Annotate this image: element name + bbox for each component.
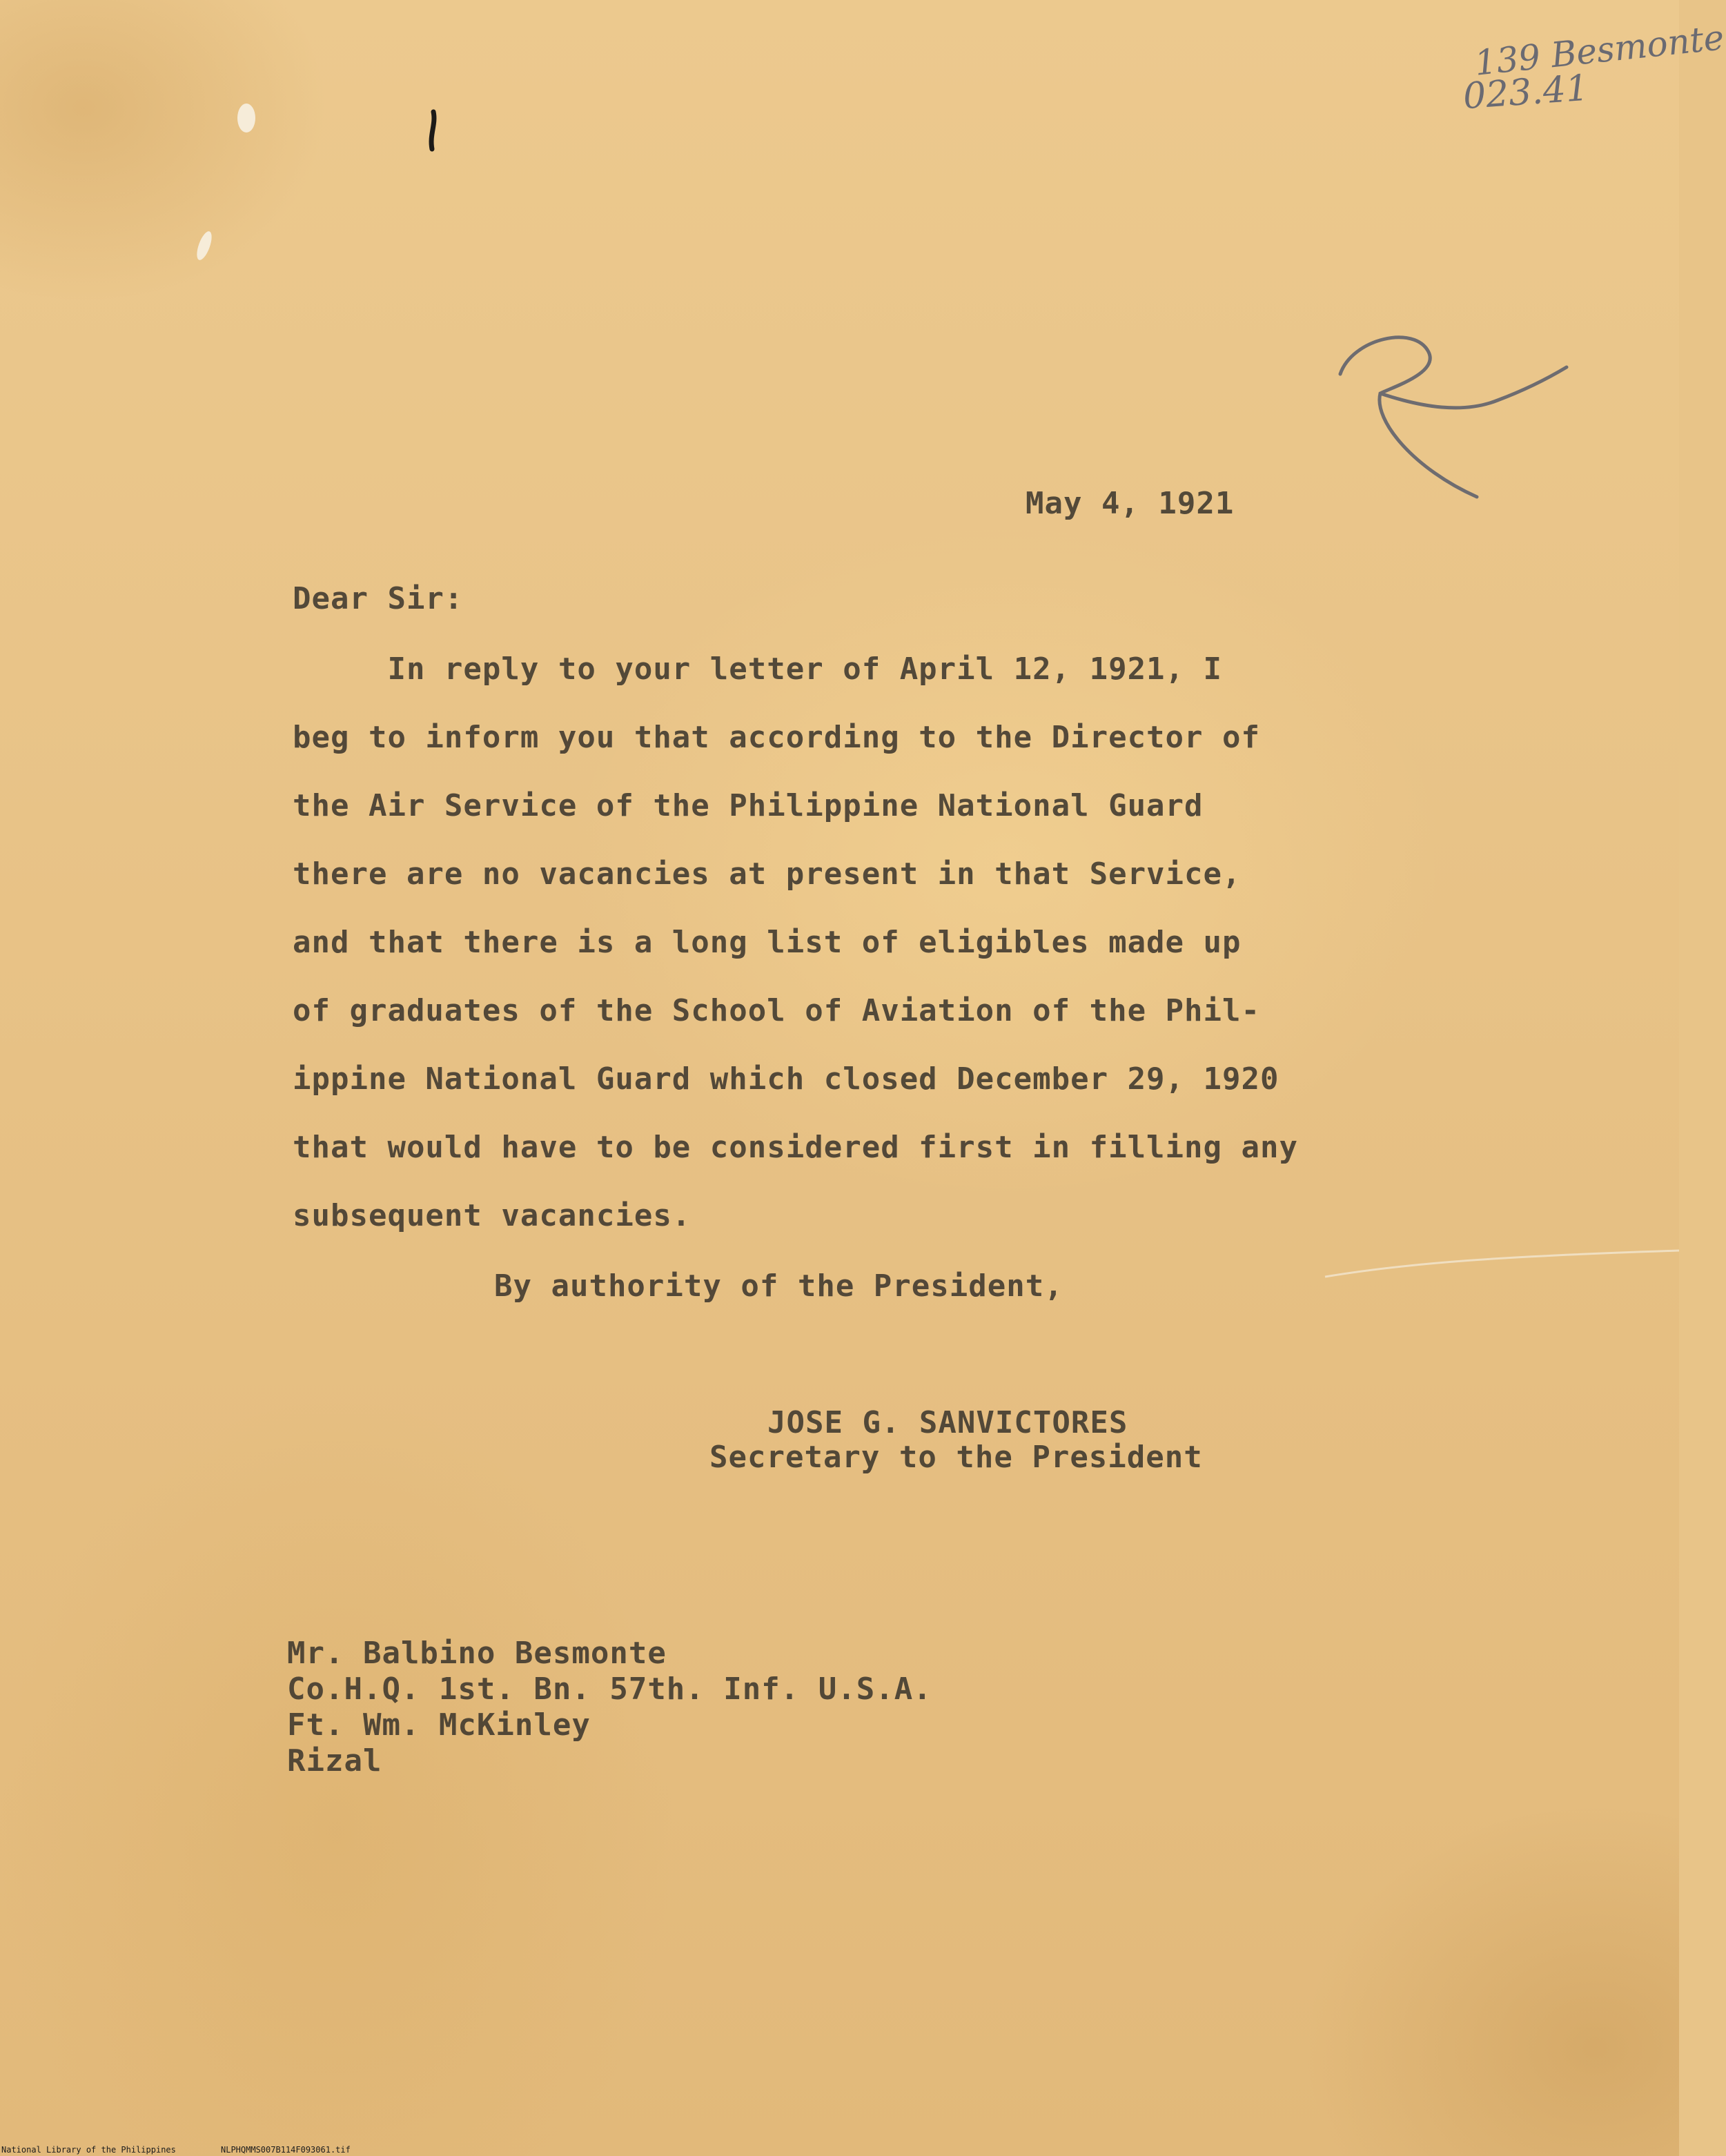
- paper-tear-upper: [237, 104, 255, 133]
- body-line: the Air Service of the Philippine National Guard: [293, 788, 1204, 823]
- closing-line: By authority of the President,: [494, 1268, 1063, 1304]
- address-line: Co.H.Q. 1st. Bn. 57th. Inf. U.S.A.: [287, 1672, 932, 1707]
- address-line: Ft. Wm. McKinley: [287, 1707, 591, 1743]
- body-line: ippine National Guard which closed December 29, 1920: [293, 1061, 1279, 1097]
- paper-tear-lower: [194, 230, 215, 262]
- footer-file-id: NLPHQMMS007B114F093061.tif: [221, 2145, 351, 2155]
- recipient-address: [287, 1636, 932, 1779]
- margin-note-line1: 139 Besmonte: [1472, 17, 1726, 84]
- pencil-mark: [1325, 311, 1573, 518]
- salutation: Dear Sir:: [293, 581, 464, 616]
- address-line: Mr. Balbino Besmonte: [287, 1636, 667, 1671]
- body-line: In reply to your letter of April 12, 1921, I: [293, 651, 1223, 687]
- signatory-name: JOSE G. SANVICTORES: [767, 1405, 1128, 1440]
- letter-date: May 4, 1921: [1026, 486, 1235, 521]
- footer-institution: National Library of the Philippines: [1, 2145, 176, 2155]
- paper-crease: [1325, 1235, 1679, 1291]
- body-line: of graduates of the School of Aviation of the Phil-: [293, 993, 1261, 1028]
- signatory-title: Secretary to the President: [709, 1440, 1203, 1475]
- address-line: Rizal: [287, 1743, 382, 1778]
- body-line: and that there is a long list of eligibles made up: [293, 925, 1242, 960]
- ink-mark: [426, 110, 440, 152]
- body-line: there are no vacancies at present in that Service,: [293, 856, 1242, 892]
- body-line: beg to inform you that according to the Director of: [293, 720, 1261, 755]
- margin-note-line2: 023.41: [1462, 67, 1590, 118]
- letter-body: [293, 635, 1298, 1250]
- body-line: that would have to be considered first in filling any: [293, 1130, 1298, 1165]
- body-line: subsequent vacancies.: [293, 1198, 692, 1233]
